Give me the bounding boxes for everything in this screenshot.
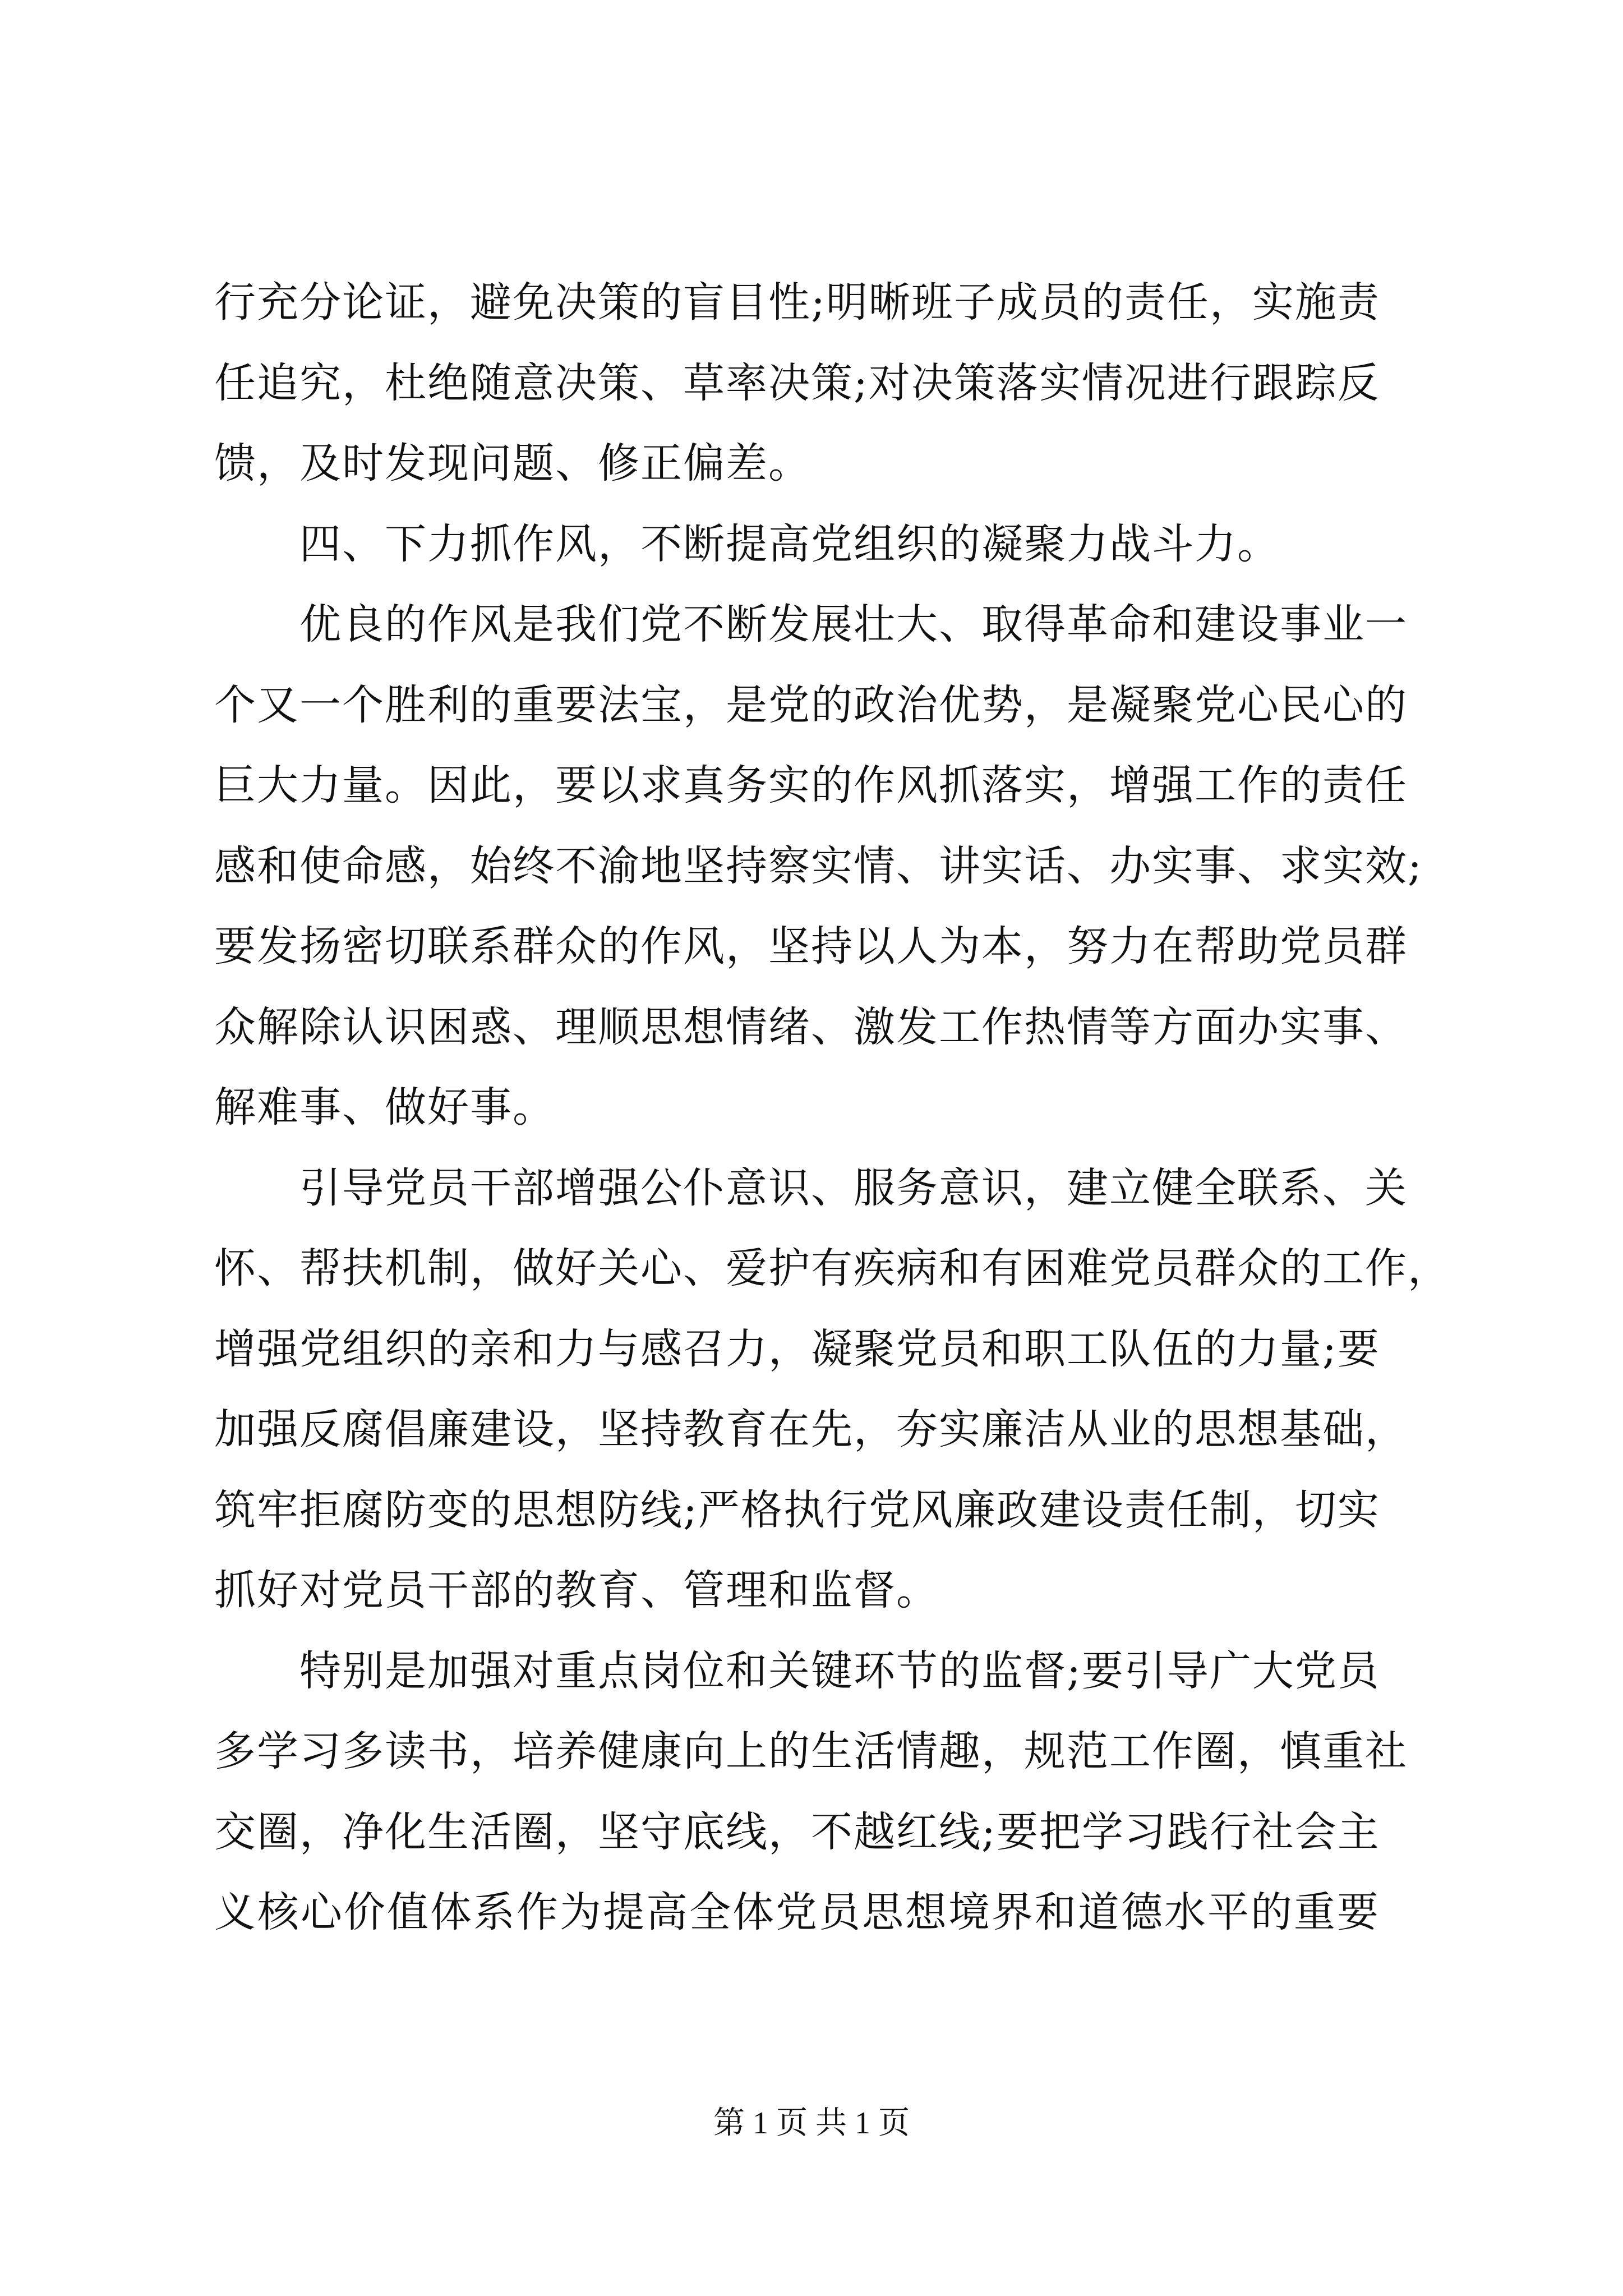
text-line: 特别是加强对重点岗位和关键环节的监督;要引导广大党员 [214, 1646, 1380, 1695]
text-line: 感和使命感，始终不渝地坚持察实情、讲实话、办实事、求实效; [214, 841, 1423, 890]
text-line: 任追究，杜绝随意决策、草率决策;对决策落实情况进行跟踪反 [214, 358, 1380, 407]
text-line: 多学习多读书，培养健康向上的生活情趣，规范工作圈，慎重社 [214, 1727, 1408, 1775]
page-footer [0, 2101, 1623, 2146]
text-line: 馈，及时发现问题、修正偏差。 [214, 439, 811, 487]
text-line: 众解除认识困惑、理顺思想情绪、激发工作热情等方面办实事、 [214, 1002, 1408, 1051]
text-line: 筑牢拒腐防变的思想防线;严格执行党风廉政建设责任制，切实 [214, 1485, 1380, 1534]
text-line: 行充分论证，避免决策的盲目性;明晰班子成员的责任，实施责 [214, 278, 1380, 326]
text-line: 交圈，净化生活圈，坚守底线，不越红线;要把学习践行社会主 [214, 1807, 1380, 1856]
text-line: 加强反腐倡廉建设，坚持教育在先，夯实廉洁从业的思想基础， [214, 1405, 1408, 1453]
text-line: 抓好对党员干部的教育、管理和监督。 [214, 1566, 939, 1614]
section-heading-line: 四、下力抓作风，不断提高党组织的凝聚力战斗力。 [214, 519, 1280, 568]
page-number: 第 1 页 共 1 页 [713, 2106, 910, 2141]
text-line: 解难事、做好事。 [214, 1083, 555, 1131]
text-line: 个又一个胜利的重要法宝，是党的政治优势，是凝聚党心民心的 [214, 680, 1408, 729]
text-line: 义核心价值体系作为提高全体党员思想境界和道德水平的重要 [214, 1888, 1380, 1936]
text-line: 怀、帮扶机制，做好关心、爱护有疾病和有困难党员群众的工作， [214, 1244, 1450, 1292]
text-line: 巨大力量。因此，要以求真务实的作风抓落实，增强工作的责任 [214, 761, 1408, 809]
body-text [214, 263, 1450, 1953]
text-line: 要发扬密切联系群众的作风，坚持以人为本，努力在帮助党员群 [214, 922, 1408, 970]
text-line: 增强党组织的亲和力与感召力，凝聚党员和职工队伍的力量;要 [214, 1324, 1380, 1373]
text-line: 优良的作风是我们党不断发展壮大、取得革命和建设事业一 [214, 600, 1408, 648]
text-line: 引导党员干部增强公仆意识、服务意识，建立健全联系、关 [214, 1163, 1408, 1212]
